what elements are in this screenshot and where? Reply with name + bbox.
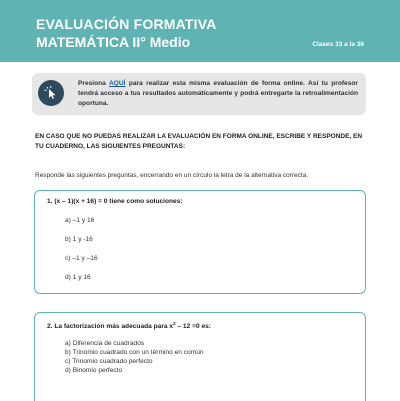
question-2-end: – 12 =0 es: [176, 323, 211, 330]
question-2-text [47, 321, 211, 330]
notice-before-link: Presiona [78, 80, 109, 87]
q1-option-a[interactable]: a) –1 y 16 [65, 217, 94, 224]
q2-option-d[interactable]: d) Binomio perfecto [65, 367, 122, 374]
question-2-exponent: 2 [173, 321, 176, 326]
notice-text [78, 79, 358, 109]
q1-option-b[interactable]: b) 1 y -16 [65, 236, 93, 243]
title-line-1: EVALUACIÓN FORMATIVA [36, 16, 217, 32]
question-1-box [34, 190, 366, 294]
warning-text: EN CASO QUE NO PUEDAS REALIZAR LA EVALUACIÓN EN FORMA ONLINE, ESCRIBE Y RESPONDE, EN TU CUADERNO, LAS SIGUIENTES PREGUNTAS: [35, 132, 369, 151]
online-link[interactable]: AQUÍ [109, 80, 125, 87]
title-line-2: MATEMÁTICA II° Medio [36, 34, 190, 50]
question-2-start: 2. La factorización más adecuada para x [47, 323, 173, 330]
instructions-text: Responde las siguientes preguntas, encerrando en un círculo la letra de la alternativa correcta. [35, 172, 369, 179]
question-1-text: 1. (x – 1)(x + 16) = 0 tiene como soluciones: [47, 198, 183, 205]
q1-option-d[interactable]: d) 1 y 16 [65, 274, 91, 281]
q2-option-c[interactable]: c) Trinomio cuadrado perfecto [65, 358, 153, 365]
q1-option-c[interactable]: c) –1 y –16 [65, 255, 98, 262]
q2-option-b[interactable]: b) Trinomio cuadrado con un término en común [65, 349, 204, 356]
question-2-box [34, 312, 366, 401]
online-notice [32, 73, 366, 115]
mouse-click-icon [38, 80, 64, 106]
clases-label: Clases 33 a la 36 [312, 41, 364, 48]
header-banner [0, 0, 400, 62]
notice-after-link: para realizar esta misma evaluación de forma online. Así tu profesor tendrá acceso a tus resultados automáticamente y podrá entregarte la retroalimentación oportuna. [78, 80, 358, 107]
q2-option-a[interactable]: a) Diferencia de cuadrados [65, 340, 144, 347]
